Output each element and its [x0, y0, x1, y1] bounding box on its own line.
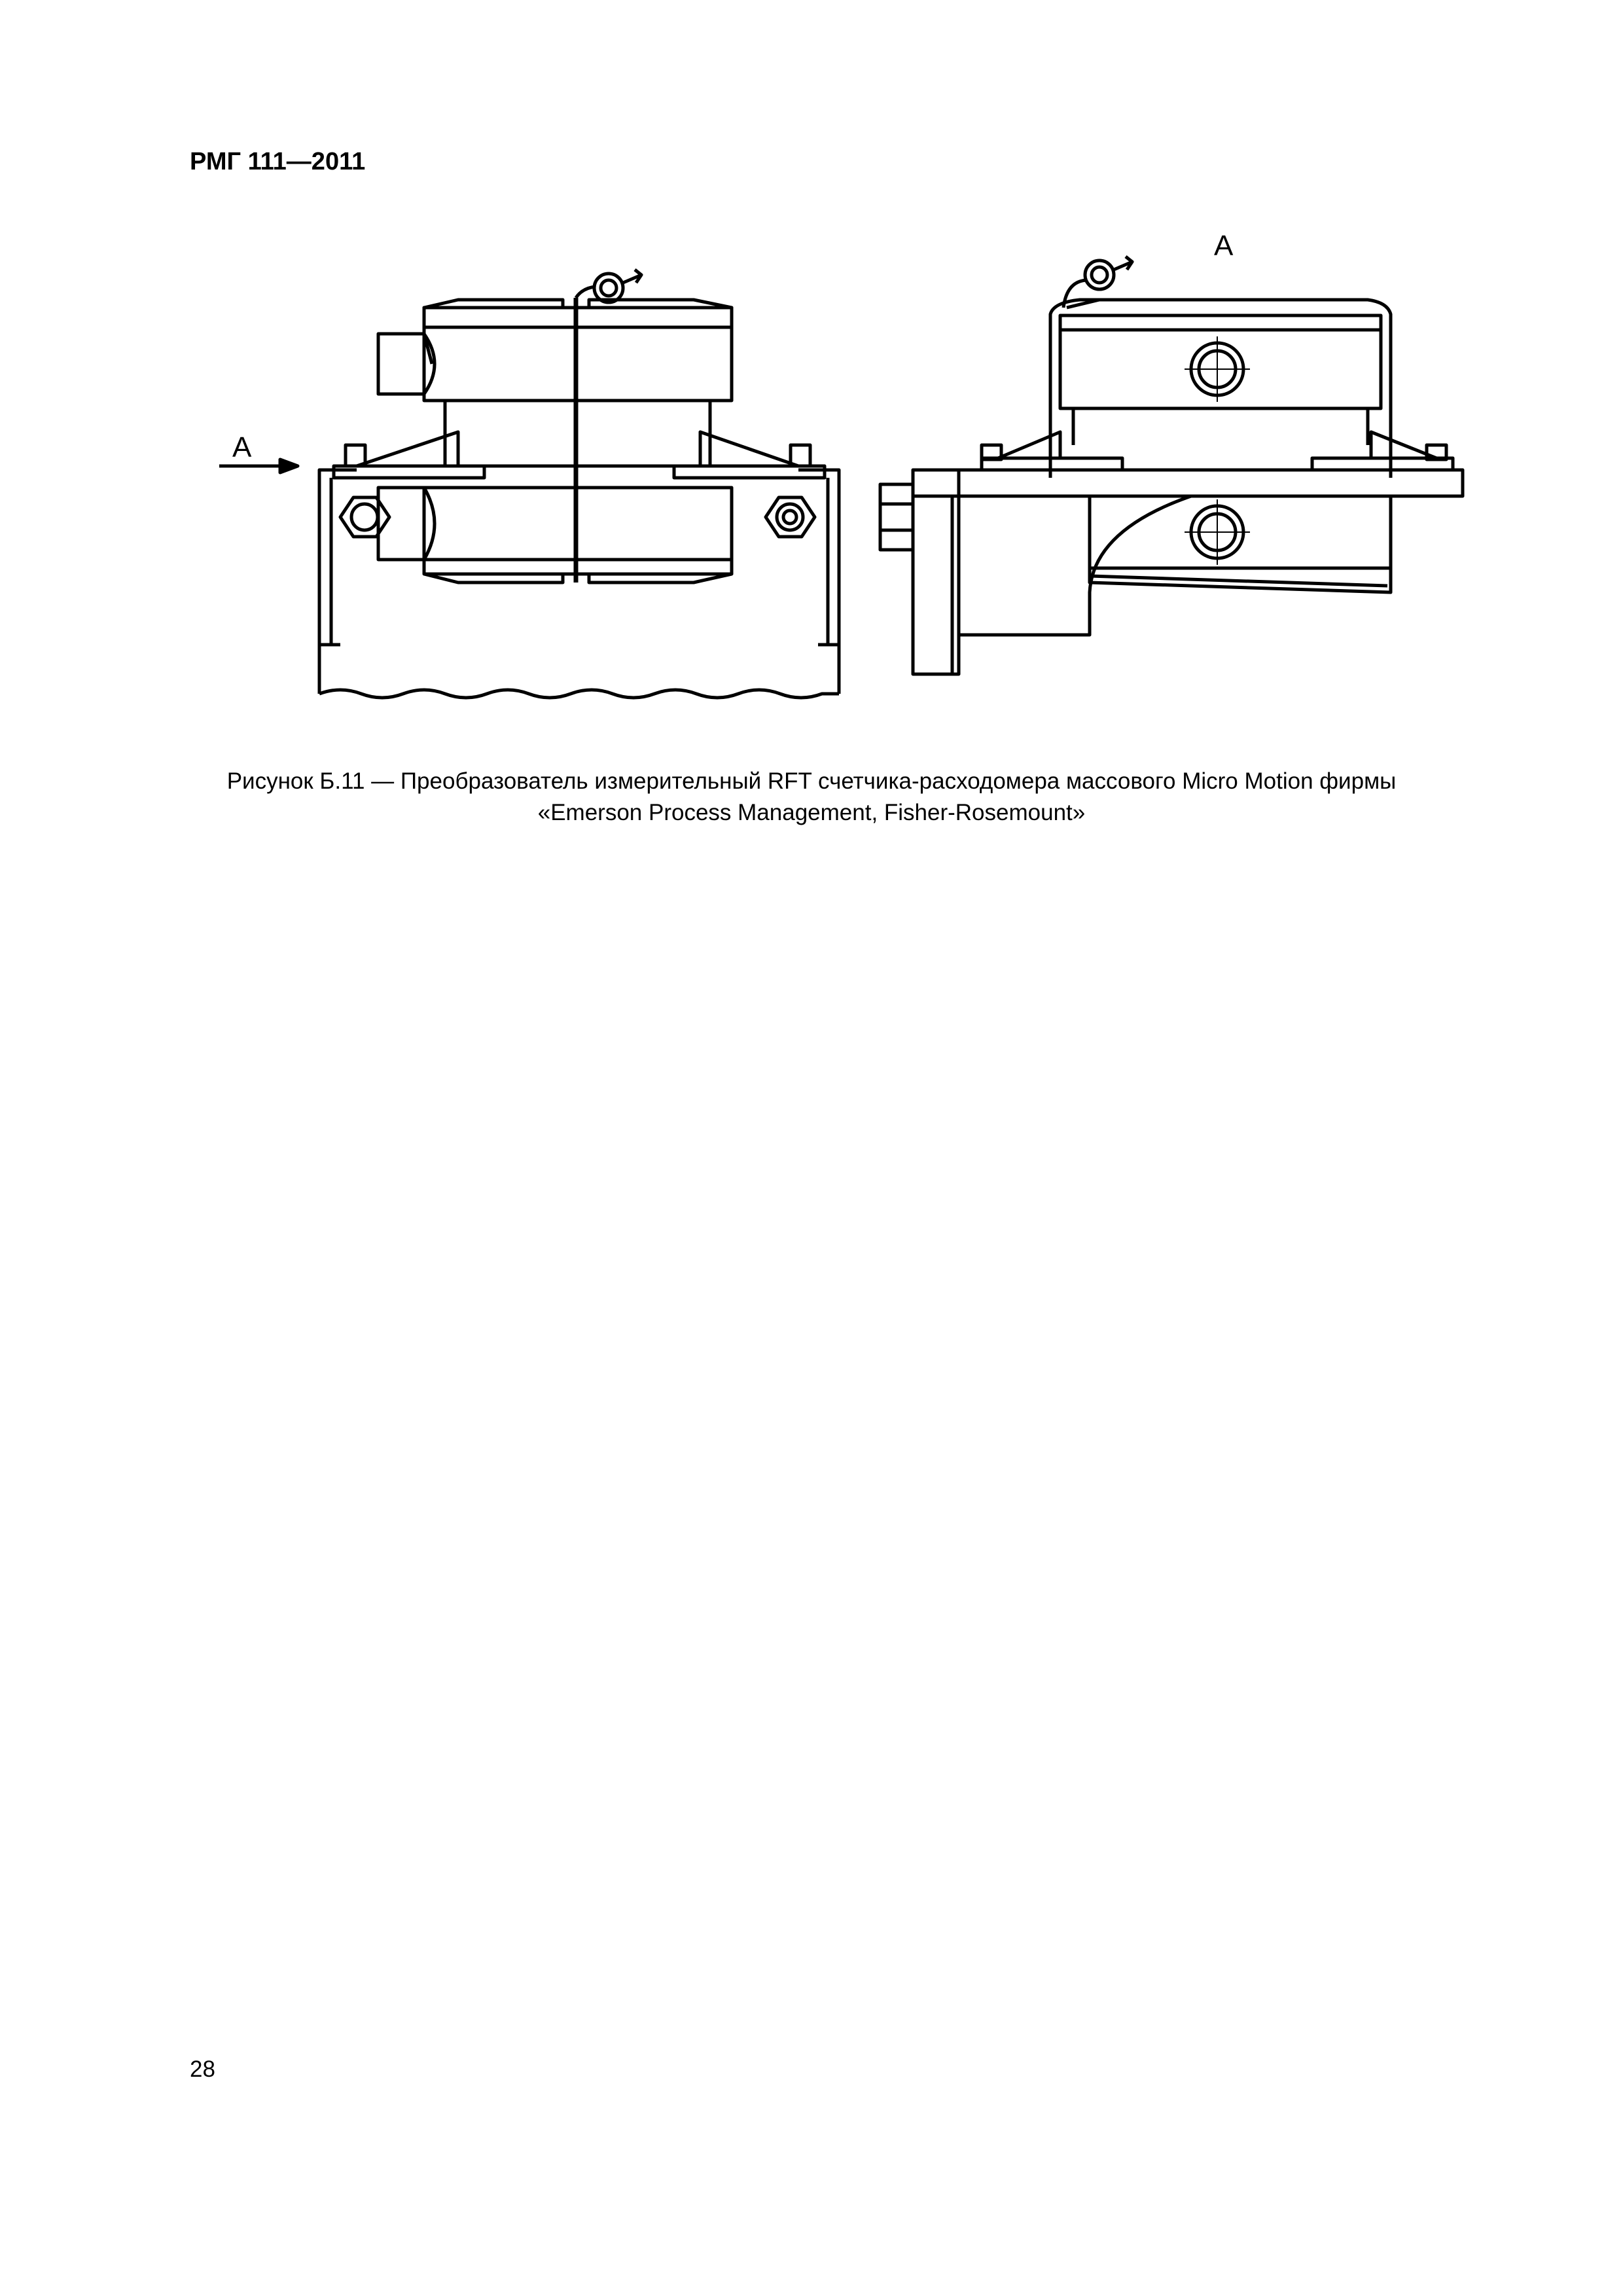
- caption-line-1: Рисунок Б.11 — Преобразователь измерительный RFT счетчика-расходомера массового Micro Motion фирмы: [226, 768, 1397, 794]
- caption-line-2: «Emerson Process Management, Fisher-Rosemount»: [537, 800, 1086, 825]
- view-label-left: А: [232, 431, 252, 463]
- left-view-drawing: [219, 270, 839, 698]
- view-arrow-head: [280, 459, 298, 473]
- view-label-right: А: [1214, 230, 1234, 262]
- document-header: РМГ 111—2011: [190, 148, 366, 175]
- figure-caption: [157, 766, 1466, 829]
- right-view-drawing: [880, 230, 1463, 674]
- technical-drawing: [209, 209, 1492, 720]
- page-number: 28: [190, 2056, 215, 2082]
